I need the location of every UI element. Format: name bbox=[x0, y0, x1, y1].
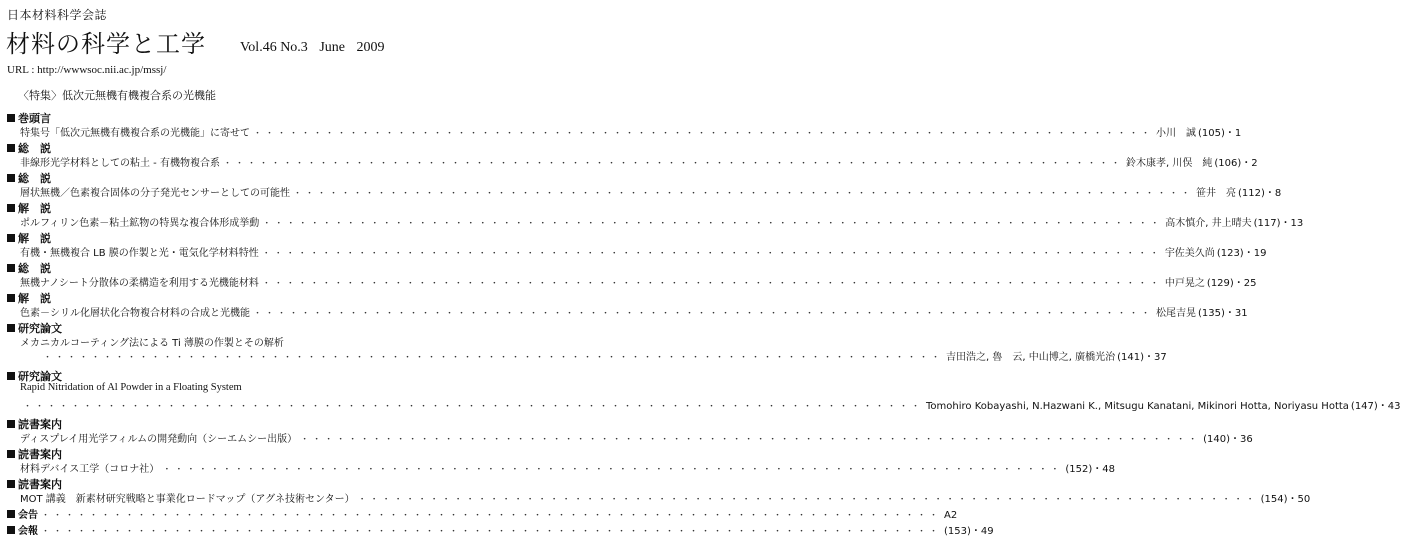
journal-title: 材料の科学と工学 bbox=[6, 30, 206, 58]
toc-entry[interactable]: ・・・・・・・・・・・・・・・・・・・・・・・・・・・・・・・・・・・・・・・・・・・・・・・・・・・・・・・・・・・・・・・・・・・・・・・・・・・ 吉田浩之, 魯 云, 中山博之, 廣橋光治 (141)・37 bbox=[40, 348, 516, 363]
society-name: 日本材料科学会誌 bbox=[7, 8, 108, 22]
toc-entry[interactable]: 有機・無機複合 LB 膜の作製と光・電気化学材料特性 ・・・・・・・・・・・・・・・・・・・・・・・・・・・・・・・・・・・・・・・・・・・・・・・・・・・・・・・・・・・・・・・・・・・・・・・・・・・ 宇佐美久尚 (123)・19 bbox=[20, 244, 516, 259]
toc-entry[interactable]: 色素－シリル化層状化合物複合材料の合成と光機能 ・・・・・・・・・・・・・・・・・・・・・・・・・・・・・・・・・・・・・・・・・・・・・・・・・・・・・・・・・・・・・・・・・・・・・・・・・・・ 松尾吉晃 (135)・31 bbox=[20, 304, 516, 319]
toc-entry[interactable]: MOT 講義 新素材研究戦略と事業化ロードマップ（アグネ技術センター） ・・・・・・・・・・・・・・・・・・・・・・・・・・・・・・・・・・・・・・・・・・・・・・・・・・・・・・・・・・・・・・・・・・・・・・・・・・・ (154)・50 bbox=[20, 490, 516, 505]
toc-entry-title[interactable]: Rapid Nitridation of Al Powder in a Floating System bbox=[20, 382, 242, 393]
section-heading: 読書案内 bbox=[7, 476, 62, 492]
toc-entry[interactable]: ディスプレイ用光学フィルムの開発動向（シーエムシー出版） ・・・・・・・・・・・・・・・・・・・・・・・・・・・・・・・・・・・・・・・・・・・・・・・・・・・・・・・・・・・・・・・・・・・・・・・・・・・ (140)・36 bbox=[20, 430, 516, 445]
section-heading: 読書案内 bbox=[7, 446, 62, 462]
section-heading: 総 説 bbox=[7, 140, 51, 156]
toc-entry[interactable]: 材料デバイス工学（コロナ社） ・・・・・・・・・・・・・・・・・・・・・・・・・・・・・・・・・・・・・・・・・・・・・・・・・・・・・・・・・・・・・・・・・・・・・・・・・・・ (152)・48 bbox=[20, 460, 516, 475]
toc-entry[interactable]: 会報 ・・・・・・・・・・・・・・・・・・・・・・・・・・・・・・・・・・・・・・・・・・・・・・・・・・・・・・・・・・・・・・・・・・・・・・・・・・・ (153)・49 bbox=[7, 522, 516, 537]
toc-entry[interactable]: ・・・・・・・・・・・・・・・・・・・・・・・・・・・・・・・・・・・・・・・・・・・・・・・・・・・・・・・・・・・・・・・・・・・・・・・・・・・ Tomohiro Kobayashi, N.Hazwani K., Mitsugu Kanatani, Mikinori Hotta, Noriyasu Hotta (147)・43 bbox=[20, 397, 516, 412]
toc-entry[interactable]: 特集号「低次元無機有機複合系の光機能」に寄せて ・・・・・・・・・・・・・・・・・・・・・・・・・・・・・・・・・・・・・・・・・・・・・・・・・・・・・・・・・・・・・・・・・・・・・・・・・・・ 小川 誠 (105)・1 bbox=[20, 124, 516, 139]
section-heading: 読書案内 bbox=[7, 416, 62, 432]
toc-entry-title[interactable]: メカニカルコーティング法による Ti 薄膜の作製とその解析 bbox=[20, 338, 284, 349]
section-heading: 総 説 bbox=[7, 260, 51, 276]
toc-entry[interactable]: 無機ナノシート分散体の柔構造を利用する光機能材料 ・・・・・・・・・・・・・・・・・・・・・・・・・・・・・・・・・・・・・・・・・・・・・・・・・・・・・・・・・・・・・・・・・・・・・・・・・・・ 中戸晃之 (129)・25 bbox=[20, 274, 516, 289]
month: June bbox=[319, 40, 345, 55]
year: 2009 bbox=[356, 40, 385, 55]
toc-entry[interactable]: 非線形光学材料としての粘土 - 有機物複合系 ・・・・・・・・・・・・・・・・・・・・・・・・・・・・・・・・・・・・・・・・・・・・・・・・・・・・・・・・・・・・・・・・・・・・・・・・・・・ 鈴木康孝, 川俣 純 (106)・2 bbox=[20, 154, 516, 169]
section-heading: 総 説 bbox=[7, 170, 51, 186]
section-heading: 巻頭言 bbox=[7, 110, 51, 126]
toc-entry[interactable]: 会告 ・・・・・・・・・・・・・・・・・・・・・・・・・・・・・・・・・・・・・・・・・・・・・・・・・・・・・・・・・・・・・・・・・・・・・・・・・・・ A2 bbox=[7, 506, 516, 521]
section-heading: 解 説 bbox=[7, 230, 51, 246]
section-heading: 研究論文 bbox=[7, 368, 62, 384]
section-heading: 解 説 bbox=[7, 290, 51, 306]
issue-info bbox=[240, 40, 392, 56]
toc-entry[interactable]: ポルフィリン色素－粘土鉱物の特異な複合体形成挙動 ・・・・・・・・・・・・・・・・・・・・・・・・・・・・・・・・・・・・・・・・・・・・・・・・・・・・・・・・・・・・・・・・・・・・・・・・・・・ 高木慎介, 井上晴夫 (117)・13 bbox=[20, 214, 516, 229]
feature-title: 〈特集〉低次元無機有機複合系の光機能 bbox=[18, 89, 216, 102]
section-heading: 研究論文 bbox=[7, 320, 62, 336]
volume: Vol.46 No.3 bbox=[240, 40, 308, 55]
section-heading: 解 説 bbox=[7, 200, 51, 216]
toc-entry[interactable]: 層状無機／色素複合固体の分子発光センサーとしての可能性 ・・・・・・・・・・・・・・・・・・・・・・・・・・・・・・・・・・・・・・・・・・・・・・・・・・・・・・・・・・・・・・・・・・・・・・・・・・・ 笹井 亮 (112)・8 bbox=[20, 184, 516, 199]
journal-url[interactable]: URL : http://wwwsoc.nii.ac.jp/mssj/ bbox=[7, 64, 167, 76]
